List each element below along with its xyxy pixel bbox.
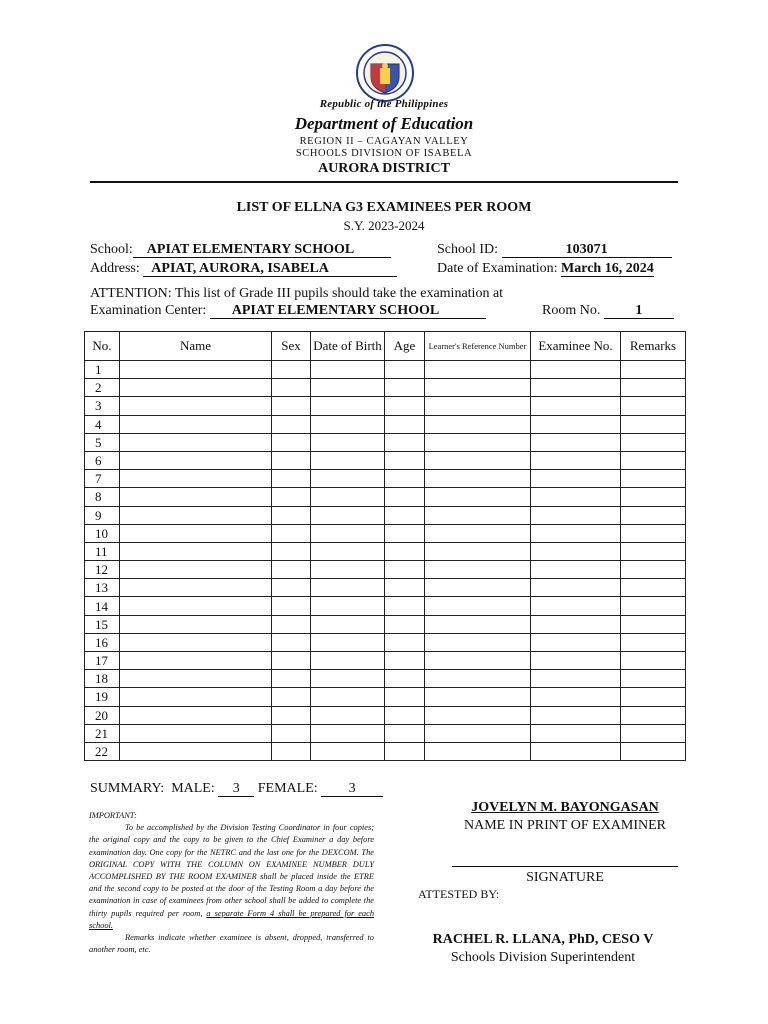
table-row — [85, 561, 686, 579]
row-cell — [385, 742, 425, 760]
row-cell — [385, 579, 425, 597]
row-cell — [621, 615, 686, 633]
row-cell — [272, 633, 311, 651]
row-cell — [385, 652, 425, 670]
address-value: APIAT, AURORA, ISABELA — [143, 261, 397, 277]
row-cell — [120, 579, 272, 597]
row-cell — [311, 688, 385, 706]
row-cell — [272, 451, 311, 469]
female-count: 3 — [321, 781, 383, 797]
row-cell — [311, 397, 385, 415]
row-cell — [120, 451, 272, 469]
row-cell — [425, 397, 531, 415]
row-cell — [120, 724, 272, 742]
row-cell — [425, 451, 531, 469]
row-cell — [385, 415, 425, 433]
row-cell — [311, 652, 385, 670]
row-cell — [385, 397, 425, 415]
examiner-name: JOVELYN M. BAYONGASAN — [471, 800, 659, 815]
row-cell — [425, 742, 531, 760]
table-row — [85, 615, 686, 633]
row-cell — [311, 633, 385, 651]
row-cell — [272, 561, 311, 579]
row-cell — [311, 542, 385, 560]
row-cell — [311, 524, 385, 542]
date-label: Date of Examination: — [437, 261, 558, 276]
row-cell — [425, 506, 531, 524]
row-cell — [621, 379, 686, 397]
row-number: 22 — [85, 742, 120, 760]
row-cell — [425, 615, 531, 633]
row-cell — [311, 724, 385, 742]
row-cell — [272, 415, 311, 433]
row-cell — [272, 724, 311, 742]
row-cell — [621, 724, 686, 742]
row-cell — [385, 561, 425, 579]
table-row — [85, 451, 686, 469]
row-cell — [120, 742, 272, 760]
row-cell — [272, 706, 311, 724]
row-cell — [425, 724, 531, 742]
row-cell — [531, 415, 621, 433]
row-cell — [621, 397, 686, 415]
row-cell — [272, 397, 311, 415]
row-cell — [425, 688, 531, 706]
row-cell — [272, 670, 311, 688]
row-cell — [311, 361, 385, 379]
row-cell — [621, 488, 686, 506]
row-cell — [531, 488, 621, 506]
row-cell — [385, 361, 425, 379]
form-title: LIST OF ELLNA G3 EXAMINEES PER ROOM — [236, 200, 532, 215]
table-row — [85, 579, 686, 597]
row-cell — [272, 361, 311, 379]
table-row — [85, 470, 686, 488]
school-year: S.Y. 2023-2024 — [343, 218, 425, 233]
deped-seal-logo — [356, 44, 414, 102]
superintendent-title: Schools Division Superintendent — [450, 950, 636, 965]
row-cell — [120, 597, 272, 615]
row-cell — [621, 597, 686, 615]
row-cell — [120, 652, 272, 670]
row-cell — [120, 670, 272, 688]
row-number: 9 — [85, 506, 120, 524]
row-cell — [272, 579, 311, 597]
row-cell — [272, 488, 311, 506]
address-row — [90, 261, 397, 277]
row-cell — [120, 433, 272, 451]
row-cell — [120, 415, 272, 433]
row-cell — [311, 433, 385, 451]
room-value: 1 — [604, 303, 674, 319]
summary-label: SUMMARY: — [90, 781, 165, 796]
col-header-remarks: Remarks — [621, 332, 686, 361]
room-label: Room No. — [542, 303, 601, 318]
row-number: 10 — [85, 524, 120, 542]
row-cell — [425, 379, 531, 397]
row-number: 13 — [85, 579, 120, 597]
row-cell — [120, 561, 272, 579]
row-cell — [425, 597, 531, 615]
row-cell — [621, 652, 686, 670]
row-cell — [621, 706, 686, 724]
row-cell — [531, 433, 621, 451]
row-cell — [621, 524, 686, 542]
row-cell — [531, 470, 621, 488]
school-label: School: — [90, 242, 133, 257]
row-cell — [531, 379, 621, 397]
col-header-dob: Date of Birth — [311, 332, 385, 361]
row-cell — [531, 361, 621, 379]
row-cell — [385, 451, 425, 469]
table-row — [85, 524, 686, 542]
row-cell — [311, 470, 385, 488]
row-cell — [385, 615, 425, 633]
table-row — [85, 670, 686, 688]
header-divider — [90, 181, 678, 183]
row-cell — [120, 397, 272, 415]
male-label: MALE: — [171, 781, 215, 796]
row-number: 7 — [85, 470, 120, 488]
row-cell — [531, 615, 621, 633]
row-cell — [385, 724, 425, 742]
row-cell — [621, 506, 686, 524]
row-cell — [311, 506, 385, 524]
row-cell — [425, 706, 531, 724]
row-cell — [272, 615, 311, 633]
col-header-no: No. — [85, 332, 120, 361]
row-cell — [311, 579, 385, 597]
row-number: 4 — [85, 415, 120, 433]
row-cell — [531, 633, 621, 651]
division-heading: SCHOOLS DIVISION OF ISABELA — [295, 148, 473, 159]
row-cell — [621, 633, 686, 651]
row-cell — [425, 542, 531, 560]
row-cell — [120, 706, 272, 724]
col-header-name: Name — [120, 332, 272, 361]
date-value: March 16, 2024 — [561, 261, 654, 276]
row-cell — [120, 524, 272, 542]
row-cell — [272, 524, 311, 542]
row-cell — [120, 688, 272, 706]
row-cell — [425, 652, 531, 670]
table-row — [85, 706, 686, 724]
row-cell — [385, 524, 425, 542]
table-row — [85, 433, 686, 451]
row-number: 12 — [85, 561, 120, 579]
row-cell — [120, 379, 272, 397]
table-row — [85, 415, 686, 433]
row-cell — [425, 470, 531, 488]
row-cell — [621, 451, 686, 469]
row-cell — [120, 542, 272, 560]
date-row — [437, 261, 654, 277]
male-count: 3 — [218, 781, 254, 797]
row-number: 17 — [85, 652, 120, 670]
center-label: Examination Center: — [90, 303, 207, 318]
row-cell — [272, 433, 311, 451]
examiner-caption: NAME IN PRINT OF EXAMINER — [464, 818, 666, 833]
row-cell — [531, 579, 621, 597]
region-heading: REGION II – CAGAYAN VALLEY — [299, 136, 469, 147]
row-cell — [621, 361, 686, 379]
important-underlined-text: a separate Form 4 shall be prepared for each school. — [89, 908, 375, 930]
row-number: 3 — [85, 397, 120, 415]
row-cell — [311, 706, 385, 724]
school-id-row — [437, 242, 672, 258]
row-cell — [120, 633, 272, 651]
row-number: 1 — [85, 361, 120, 379]
row-cell — [311, 488, 385, 506]
row-cell — [621, 542, 686, 560]
row-cell — [120, 615, 272, 633]
school-value: APIAT ELEMENTARY SCHOOL — [133, 242, 391, 258]
row-cell — [385, 633, 425, 651]
col-header-lrn: Learner's Reference Number — [425, 332, 531, 361]
row-cell — [385, 706, 425, 724]
department-heading: Department of Education — [294, 114, 474, 133]
row-cell — [425, 561, 531, 579]
superintendent-name: RACHEL R. LLANA, PhD, CESO V — [432, 932, 654, 947]
signature-line — [452, 866, 678, 867]
female-label: FEMALE: — [257, 781, 318, 796]
table-row — [85, 506, 686, 524]
row-cell — [385, 488, 425, 506]
row-cell — [272, 506, 311, 524]
row-cell — [385, 506, 425, 524]
table-row — [85, 724, 686, 742]
row-cell — [425, 633, 531, 651]
row-number: 19 — [85, 688, 120, 706]
row-cell — [120, 470, 272, 488]
row-cell — [272, 688, 311, 706]
row-number: 20 — [85, 706, 120, 724]
row-cell — [531, 524, 621, 542]
exam-center-row — [90, 303, 486, 319]
row-cell — [272, 742, 311, 760]
row-cell — [120, 506, 272, 524]
row-cell — [425, 670, 531, 688]
row-cell — [531, 742, 621, 760]
row-cell — [311, 561, 385, 579]
row-number: 16 — [85, 633, 120, 651]
signature-caption: SIGNATURE — [526, 870, 604, 885]
examinees-table — [84, 331, 686, 761]
row-cell — [425, 415, 531, 433]
row-cell — [425, 579, 531, 597]
row-cell — [621, 415, 686, 433]
row-number: 21 — [85, 724, 120, 742]
row-cell — [531, 542, 621, 560]
row-cell — [272, 652, 311, 670]
row-number: 2 — [85, 379, 120, 397]
attention-text: ATTENTION: This list of Grade III pupils should take the examination at — [90, 286, 504, 301]
row-cell — [272, 379, 311, 397]
district-heading: AURORA DISTRICT — [318, 161, 450, 176]
table-row — [85, 379, 686, 397]
row-cell — [311, 615, 385, 633]
row-cell — [385, 470, 425, 488]
republic-heading: Republic of the Philippines — [319, 98, 449, 110]
row-cell — [385, 379, 425, 397]
row-cell — [272, 597, 311, 615]
row-cell — [311, 597, 385, 615]
row-cell — [272, 470, 311, 488]
col-header-age: Age — [385, 332, 425, 361]
school-id-value: 103071 — [502, 242, 672, 258]
row-cell — [311, 742, 385, 760]
row-cell — [621, 433, 686, 451]
school-id-label: School ID: — [437, 242, 499, 257]
table-row — [85, 688, 686, 706]
col-header-examinee-no: Examinee No. — [531, 332, 621, 361]
row-cell — [385, 433, 425, 451]
row-cell — [531, 561, 621, 579]
table-row — [85, 361, 686, 379]
important-heading: IMPORTANT: — [89, 811, 137, 820]
row-cell — [531, 706, 621, 724]
table-row — [85, 652, 686, 670]
row-cell — [385, 688, 425, 706]
row-number: 11 — [85, 542, 120, 560]
table-row — [85, 633, 686, 651]
summary-row — [90, 781, 383, 797]
row-cell — [621, 670, 686, 688]
table-row — [85, 397, 686, 415]
address-label: Address: — [90, 261, 140, 276]
row-number: 5 — [85, 433, 120, 451]
row-cell — [531, 506, 621, 524]
row-cell — [385, 597, 425, 615]
important-paragraph-1 — [89, 822, 374, 932]
table-row — [85, 542, 686, 560]
school-row — [90, 242, 391, 258]
row-cell — [311, 451, 385, 469]
row-cell — [385, 542, 425, 560]
row-cell — [531, 670, 621, 688]
row-cell — [311, 415, 385, 433]
table-row — [85, 597, 686, 615]
row-number: 6 — [85, 451, 120, 469]
table-row — [85, 742, 686, 760]
important-text: To be accomplished by the Division Testing Coordinator in four copies; the original copy and the copy to be given to the Chief Examiner a day before examination day. One copy for the NETRC and the last one for the DEXCOM. The ORIGINAL COPY WITH THE COLUMN ON EXAMINEE NUMBER DULY ACCOMPLISHED BY THE ROOM EXAMINER shall be placed inside the ETRE and the second copy to be posted at the door of the Testing Room a day before the examination in case of examinees from other school shall be added to complete the thirty pupils required per room, — [89, 823, 374, 918]
center-value: APIAT ELEMENTARY SCHOOL — [210, 303, 486, 319]
row-number: 8 — [85, 488, 120, 506]
row-cell — [425, 524, 531, 542]
room-row — [542, 303, 674, 319]
row-cell — [272, 542, 311, 560]
important-paragraph-2: Remarks indicate whether examinee is absent, dropped, transferred to another room, etc. — [89, 933, 374, 955]
row-number: 18 — [85, 670, 120, 688]
row-cell — [531, 688, 621, 706]
row-cell — [621, 688, 686, 706]
row-cell — [621, 470, 686, 488]
important-note — [89, 810, 374, 956]
row-cell — [531, 397, 621, 415]
row-cell — [531, 652, 621, 670]
row-cell — [425, 433, 531, 451]
table-row — [85, 488, 686, 506]
row-cell — [531, 597, 621, 615]
row-cell — [385, 670, 425, 688]
col-header-sex: Sex — [272, 332, 311, 361]
row-cell — [621, 561, 686, 579]
row-cell — [120, 488, 272, 506]
row-number: 15 — [85, 615, 120, 633]
attested-label: ATTESTED BY: — [418, 887, 500, 901]
row-cell — [425, 361, 531, 379]
table-header-row — [85, 332, 686, 361]
row-cell — [531, 451, 621, 469]
row-cell — [621, 742, 686, 760]
row-number: 14 — [85, 597, 120, 615]
row-cell — [425, 488, 531, 506]
row-cell — [311, 379, 385, 397]
row-cell — [120, 361, 272, 379]
row-cell — [311, 670, 385, 688]
row-cell — [531, 724, 621, 742]
row-cell — [621, 579, 686, 597]
